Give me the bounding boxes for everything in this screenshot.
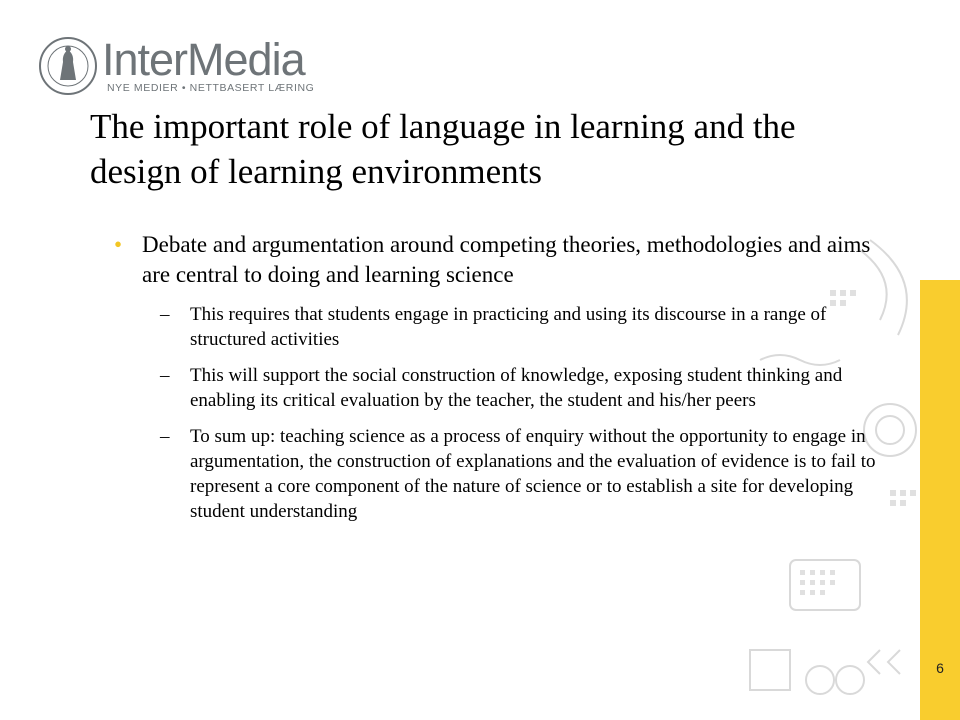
sub-bullet-list xyxy=(90,302,890,524)
main-bullet-text: Debate and argumentation around competing theories, methodologies and aims are central to doing and learning science xyxy=(142,232,871,287)
sub-bullet xyxy=(90,302,890,352)
main-bullet xyxy=(90,230,890,290)
accent-bar xyxy=(920,280,960,720)
logo-tagline: NYE MEDIER • NETTBASERT LÆRING xyxy=(107,82,315,94)
dash-marker: – xyxy=(160,365,170,386)
slide-title: The important role of language in learning and the design of learning environments xyxy=(90,107,796,191)
sub-bullet-text: This will support the social construction of knowledge, exposing student thinking and enabling its critical evaluation by the teacher, the student and his/her peers xyxy=(190,365,843,411)
dash-marker: – xyxy=(160,304,170,325)
sub-bullet xyxy=(90,424,890,524)
page-number: 6 xyxy=(936,660,944,676)
sub-bullet-text: This requires that students engage in practicing and using its discourse in a range of structured activities xyxy=(190,304,827,350)
university-seal-icon xyxy=(38,36,98,96)
bullet-marker: • xyxy=(114,232,123,257)
sub-bullet-text: To sum up: teaching science as a process of enquiry without the opportunity to engage in argumentation, the construction of explanations and the evaluation of evidence is to fail to represent a core component of the nature of science or to establish a site for developing student understanding xyxy=(190,426,876,522)
dash-marker: – xyxy=(160,426,170,447)
logo xyxy=(38,36,338,106)
slide-content xyxy=(90,230,890,535)
sub-bullet xyxy=(90,363,890,413)
logo-wordmark: InterMedia xyxy=(102,34,305,85)
